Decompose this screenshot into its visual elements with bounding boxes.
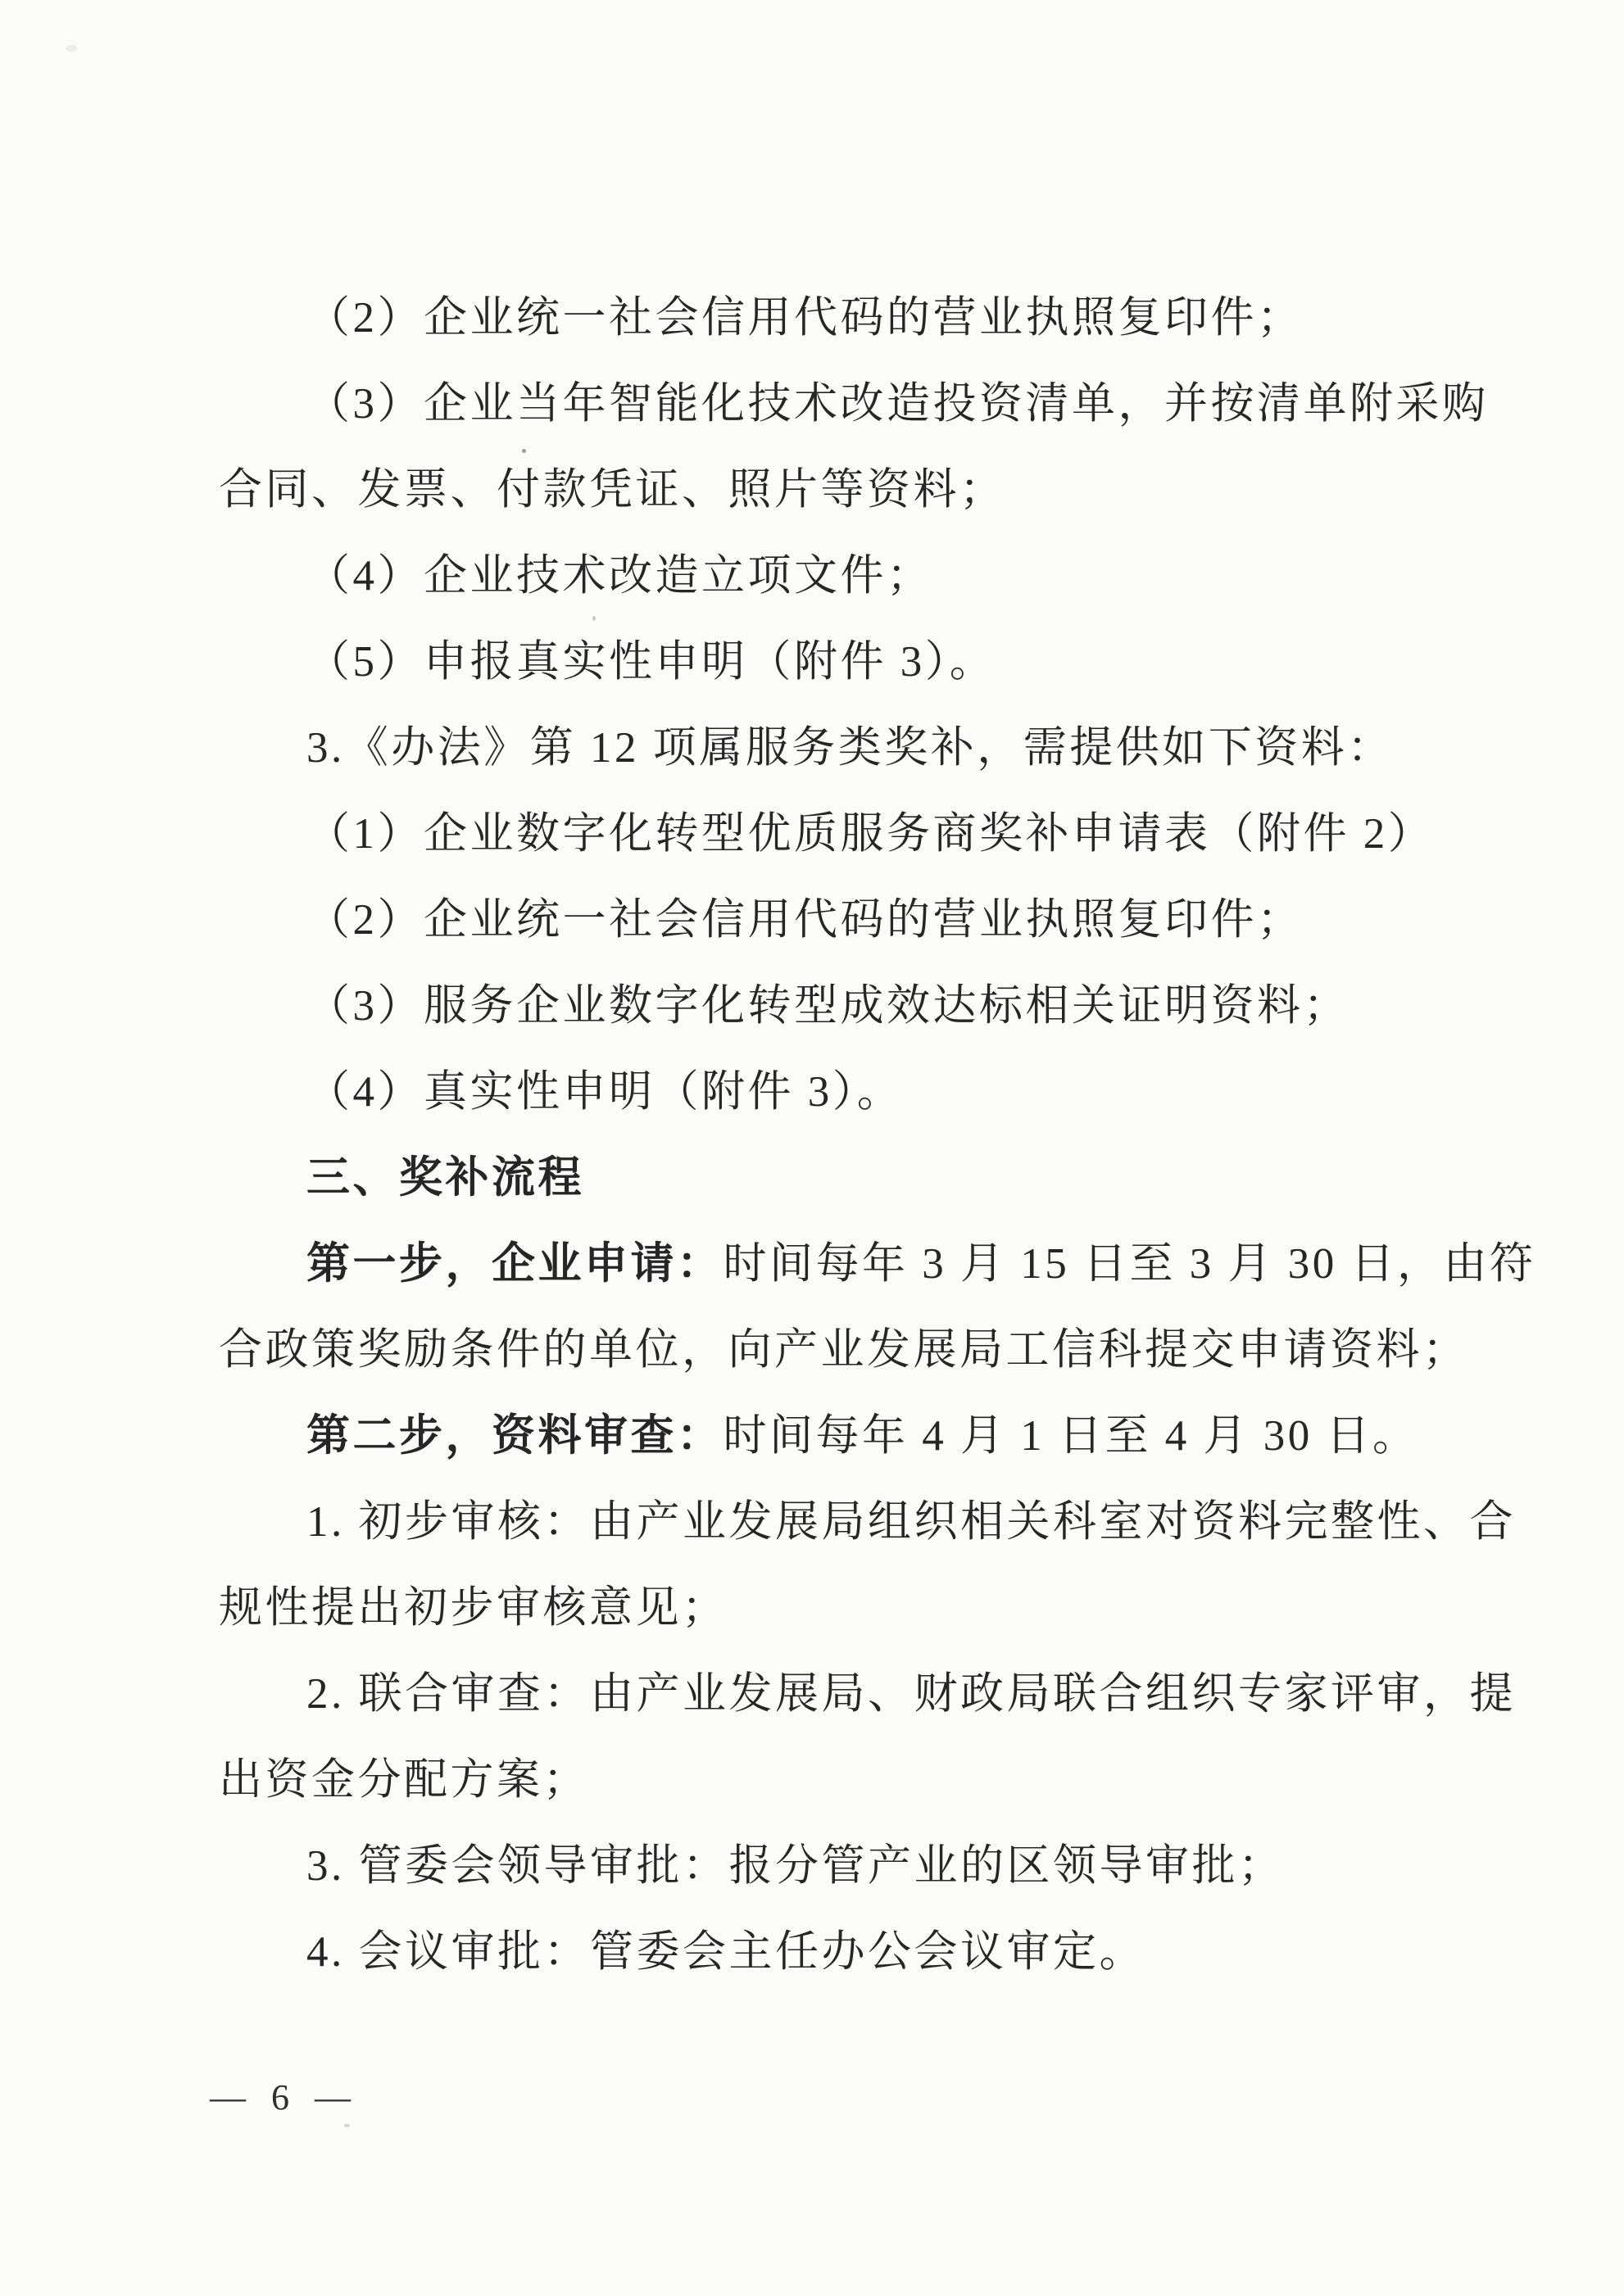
line-text: 规性提出初步审核意见； <box>219 1584 728 1632</box>
line-text: （1）企业数字化转型优质服务商奖补申请表（附件 2） <box>306 810 1435 858</box>
text-line <box>219 275 1440 361</box>
text-line <box>219 1049 1440 1135</box>
document-body <box>219 275 1536 1995</box>
text-line <box>219 1565 1440 1651</box>
text-line <box>219 705 1440 791</box>
text-line <box>219 1651 1516 1737</box>
line-emphasis: 第一步，企业申请： <box>306 1240 724 1288</box>
line-emphasis: 三、奖补流程 <box>306 1154 584 1202</box>
text-line <box>219 361 1489 447</box>
line-text: （2）企业统一社会信用代码的营业执照复印件； <box>306 896 1304 944</box>
line-text: 3.《办法》第 12 项属服务类奖补，需提供如下资料： <box>306 724 1394 772</box>
line-text: 出资金分配方案； <box>219 1756 589 1804</box>
line-text: （5）申报真实性申明（附件 3）。 <box>306 638 996 686</box>
text-line <box>219 963 1440 1049</box>
line-text: （3）服务企业数字化转型成效达标相关证明资料； <box>306 982 1350 1030</box>
line-text: 时间每年 3 月 15 日至 3 月 30 日，由符 <box>723 1240 1536 1288</box>
line-text: 3. 管委会领导审批：报分管产业的区领导审批； <box>306 1842 1285 1890</box>
text-line <box>219 1221 1536 1307</box>
line-text: （4）真实性申明（附件 3）。 <box>306 1068 904 1116</box>
section-heading <box>219 1135 1440 1221</box>
text-line <box>219 1737 1440 1823</box>
line-text: 时间每年 4 月 1 日至 4 月 30 日。 <box>723 1412 1419 1460</box>
scan-speck <box>66 45 77 52</box>
text-line <box>219 447 1440 533</box>
line-emphasis: 第二步，资料审查： <box>306 1412 724 1460</box>
line-text: 2. 联合审查：由产业发展局、财政局联合组织专家评审，提 <box>306 1670 1516 1718</box>
line-text: 合同、发票、付款凭证、照片等资料； <box>219 466 1006 514</box>
line-text: 4. 会议审批：管委会主任办公会议审定。 <box>306 1928 1145 1976</box>
line-text: （4）企业技术改造立项文件； <box>306 552 933 600</box>
page-number: — 6 — <box>210 2077 352 2117</box>
text-line <box>219 1479 1516 1565</box>
text-line <box>219 1823 1440 1909</box>
text-line <box>219 791 1440 877</box>
line-text: 1. 初步审核：由产业发展局组织相关科室对资料完整性、合 <box>306 1498 1516 1546</box>
text-line <box>219 533 1440 619</box>
line-text: （2）企业统一社会信用代码的营业执照复印件； <box>306 294 1304 342</box>
text-line <box>219 619 1440 705</box>
text-line <box>219 877 1440 963</box>
text-line <box>219 1909 1440 1995</box>
text-line <box>219 1393 1440 1479</box>
text-line <box>219 1307 1469 1393</box>
line-text: （3）企业当年智能化技术改造投资清单，并按清单附采购 <box>306 380 1489 428</box>
line-text: 合政策奖励条件的单位，向产业发展局工信科提交申请资料； <box>219 1326 1469 1374</box>
